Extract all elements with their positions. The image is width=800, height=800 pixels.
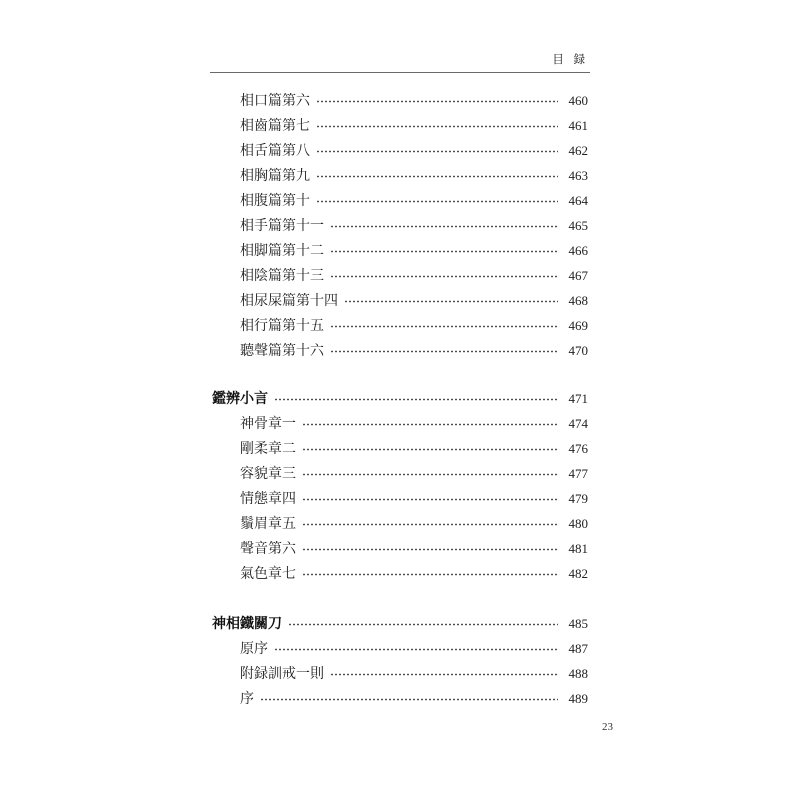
entry-page-number: 464	[568, 192, 588, 208]
dot-leader	[260, 698, 558, 701]
entry-page-number: 487	[568, 640, 588, 656]
toc-entry	[212, 511, 588, 536]
dot-leader	[302, 523, 558, 526]
dot-leader	[302, 448, 558, 451]
section-page-number: 485	[568, 615, 588, 631]
entry-page-number: 479	[568, 490, 588, 506]
toc-entry	[212, 188, 588, 213]
entry-title: 相腹篇第十	[240, 192, 310, 209]
toc-entry	[212, 213, 588, 238]
toc-entry	[212, 263, 588, 288]
entry-page-number: 488	[568, 665, 588, 681]
entry-page-number: 477	[568, 465, 588, 481]
section-page-number: 471	[568, 390, 588, 406]
entry-title: 氣色章七	[240, 565, 296, 582]
toc-entry	[212, 288, 588, 313]
entry-page-number: 489	[568, 690, 588, 706]
dot-leader	[274, 398, 558, 401]
dot-leader	[302, 423, 558, 426]
entry-title: 剛柔章二	[240, 440, 296, 457]
entry-title: 容貌章三	[240, 465, 296, 482]
entry-page-number: 469	[568, 317, 588, 333]
entry-page-number: 474	[568, 415, 588, 431]
entry-title: 序	[240, 690, 254, 707]
entry-page-number: 461	[568, 117, 588, 133]
toc-entry	[212, 486, 588, 511]
dot-leader	[316, 200, 558, 203]
entry-page-number: 482	[568, 565, 588, 581]
entry-title: 相舌篇第八	[240, 142, 310, 159]
toc-entry	[212, 113, 588, 138]
entry-title: 相齒篇第七	[240, 117, 310, 134]
toc-group-1	[212, 88, 588, 363]
dot-leader	[330, 325, 558, 328]
entry-page-number: 463	[568, 167, 588, 183]
toc-entry	[212, 436, 588, 461]
entry-page-number: 467	[568, 267, 588, 283]
entry-title: 情態章四	[240, 490, 296, 507]
toc-group-2	[212, 386, 588, 586]
table-of-contents	[212, 88, 588, 711]
entry-title: 聽聲篇第十六	[240, 342, 324, 359]
entry-title: 相行篇第十五	[240, 317, 324, 334]
dot-leader	[344, 300, 558, 303]
dot-leader	[330, 275, 558, 278]
dot-leader	[330, 673, 558, 676]
entry-page-number: 465	[568, 217, 588, 233]
entry-title: 相口篇第六	[240, 92, 310, 109]
entry-title: 相尿屎篇第十四	[240, 292, 338, 309]
toc-entry	[212, 561, 588, 586]
dot-leader	[316, 150, 558, 153]
toc-section-heading	[212, 386, 588, 411]
dot-leader	[316, 175, 558, 178]
entry-title: 神骨章一	[240, 415, 296, 432]
toc-entry	[212, 536, 588, 561]
entry-page-number: 476	[568, 440, 588, 456]
entry-title: 相胸篇第九	[240, 167, 310, 184]
entry-title: 原序	[240, 640, 268, 657]
entry-page-number: 481	[568, 540, 588, 556]
dot-leader	[330, 225, 558, 228]
toc-entry	[212, 411, 588, 436]
toc-entry	[212, 163, 588, 188]
entry-title: 相脚篇第十二	[240, 242, 324, 259]
entry-page-number: 468	[568, 292, 588, 308]
dot-leader	[316, 100, 558, 103]
header-rule	[210, 72, 590, 73]
toc-entry	[212, 636, 588, 661]
toc-entry	[212, 138, 588, 163]
entry-title: 鬚眉章五	[240, 515, 296, 532]
toc-entry	[212, 313, 588, 338]
entry-page-number: 466	[568, 242, 588, 258]
toc-entry	[212, 461, 588, 486]
toc-entry	[212, 686, 588, 711]
entry-page-number: 480	[568, 515, 588, 531]
entry-title: 附録訓戒一則	[240, 665, 324, 682]
toc-group-3	[212, 611, 588, 711]
section-title: 鑑辨小言	[212, 390, 268, 407]
entry-title: 相陰篇第十三	[240, 267, 324, 284]
dot-leader	[302, 473, 558, 476]
dot-leader	[288, 623, 558, 626]
toc-entry	[212, 338, 588, 363]
entry-title: 聲音第六	[240, 540, 296, 557]
entry-title: 相手篇第十一	[240, 217, 324, 234]
toc-entry	[212, 238, 588, 263]
dot-leader	[316, 125, 558, 128]
section-title: 神相鐵關刀	[212, 615, 282, 632]
toc-section-heading	[212, 611, 588, 636]
dot-leader	[330, 250, 558, 253]
dot-leader	[274, 648, 558, 651]
dot-leader	[302, 573, 558, 576]
dot-leader	[302, 498, 558, 501]
toc-entry	[212, 88, 588, 113]
entry-page-number: 470	[568, 342, 588, 358]
toc-entry	[212, 661, 588, 686]
entry-page-number: 462	[568, 142, 588, 158]
running-head-title: 目 録	[552, 52, 588, 66]
page-number: 23	[602, 721, 613, 733]
dot-leader	[302, 548, 558, 551]
entry-page-number: 460	[568, 92, 588, 108]
dot-leader	[330, 350, 558, 353]
